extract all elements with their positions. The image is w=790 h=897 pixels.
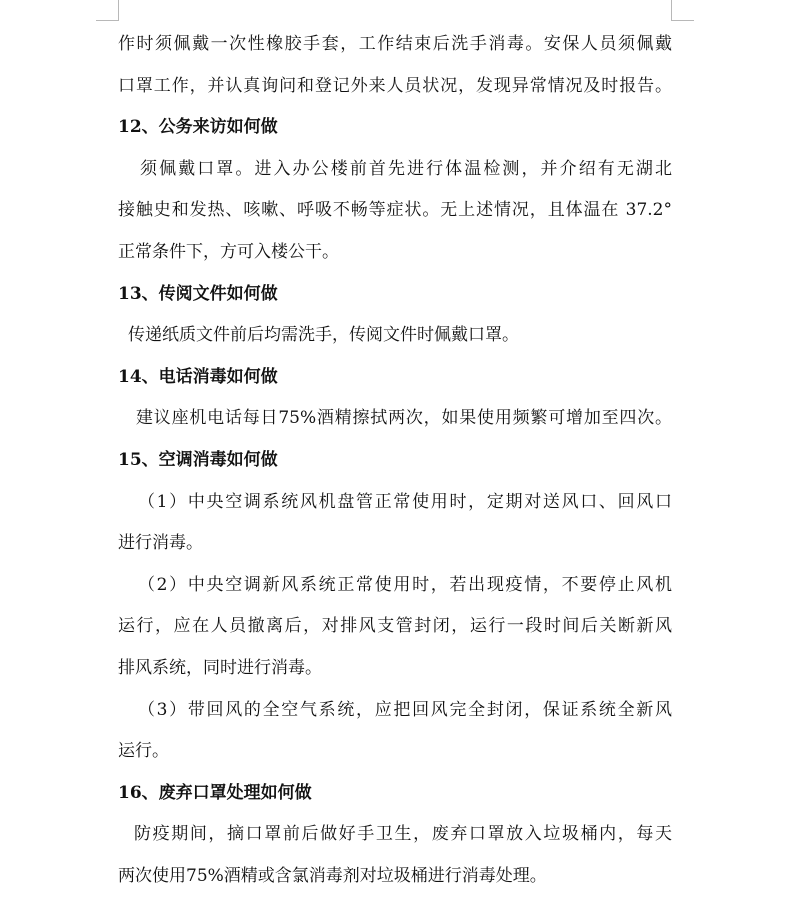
paragraph-line: （3）带回风的全空气系统，应把回风完全封闭，保证系统全新风 (138, 699, 672, 720)
paragraph-line: 正常条件下，方可入楼公干。 (118, 241, 339, 262)
margin-corner-mark-left (96, 0, 119, 21)
paragraph-line: 须佩戴口罩。进入办公楼前首先进行体温检测，并介绍有无湖北 (140, 158, 672, 179)
paragraph-line: （1）中央空调系统风机盘管正常使用时，定期对送风口、回风口 (138, 491, 672, 512)
paragraph-line: 作时须佩戴一次性橡胶手套，工作结束后洗手消毒。安保人员须佩戴 (118, 34, 672, 54)
section-heading: 12、公务来访如何做 (118, 117, 278, 138)
paragraph-line: 传递纸质文件前后均需洗手，传阅文件时佩戴口罩。 (128, 325, 519, 346)
paragraph-line: 排风系统，同时进行消毒。 (118, 657, 322, 678)
section-heading: 13、传阅文件如何做 (118, 283, 278, 304)
paragraph-line: 进行消毒。 (118, 533, 203, 554)
paragraph-line: 建议座机电话每日75%酒精擦拭两次，如果使用频繁可增加至四次。 (136, 408, 672, 429)
paragraph-line: （2）中央空调新风系统正常使用时，若出现疫情，不要停止风机 (138, 574, 672, 595)
paragraph-line: 接触史和发热、咳嗽、呼吸不畅等症状。无上述情况，且体温在 37.2° (118, 200, 672, 221)
margin-corner-mark-right (671, 0, 694, 21)
paragraph-line: 运行，应在人员撤离后，对排风支管封闭，运行一段时间后关断新风 (118, 616, 672, 637)
section-heading: 16、废弃口罩处理如何做 (118, 782, 312, 803)
section-heading: 14、电话消毒如何做 (118, 366, 278, 387)
paragraph-line: 口罩工作，并认真询问和登记外来人员状况，发现异常情况及时报告。 (118, 75, 672, 96)
paragraph-line: 防疫期间，摘口罩前后做好手卫生，废弃口罩放入垃圾桶内，每天 (134, 824, 672, 845)
section-heading: 15、空调消毒如何做 (118, 449, 278, 470)
paragraph-line: 运行。 (118, 741, 169, 762)
paragraph-line: 两次使用75%酒精或含氯消毒剂对垃圾桶进行消毒处理。 (118, 865, 547, 886)
document-body (118, 24, 672, 897)
